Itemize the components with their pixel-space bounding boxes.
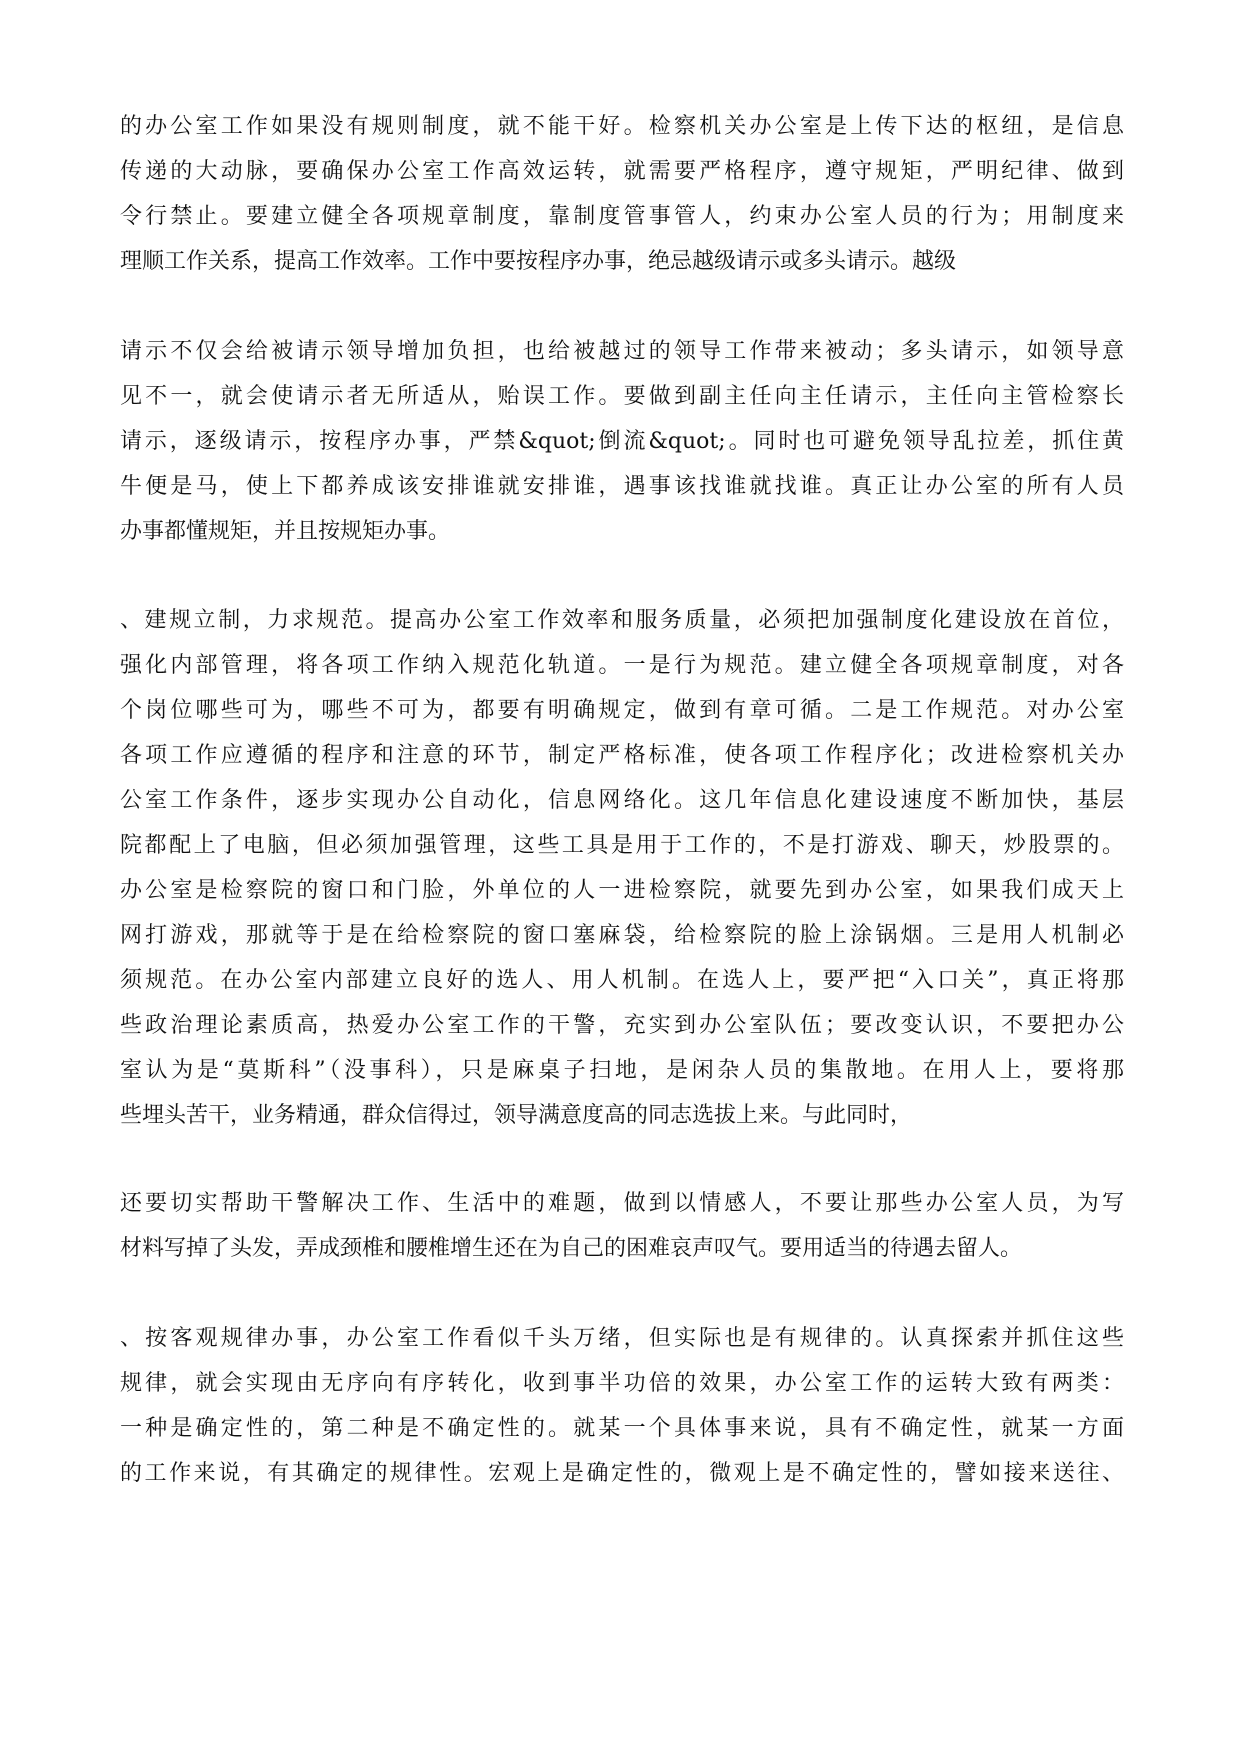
text-line: 规律，就会实现由无序向有序转化，收到事半功倍的效果，办公室工作的运转大致有两类：	[120, 1371, 1124, 1396]
text-line: 传递的大动脉，要确保办公室工作高效运转，就需要严格程序，遵守规矩，严明纪律、做到	[120, 159, 1124, 184]
text-line: 室认为是“莫斯科”（没事科），只是麻桌子扫地，是闲杂人员的集散地。在用人上，要将那	[120, 1058, 1124, 1083]
text-line: 见不一，就会使请示者无所适从，贻误工作。要做到副主任向主任请示，主任向主管检察长	[120, 384, 1124, 409]
text-line: 须规范。在办公室内部建立良好的选人、用人机制。在选人上，要严把“入口关”，真正将那	[120, 968, 1124, 993]
text-line: 一种是确定性的，第二种是不确定性的。就某一个具体事来说，具有不确定性，就某一方面	[120, 1416, 1124, 1441]
text-line: 、按客观规律办事，办公室工作看似千头万绪，但实际也是有规律的。认真探索并抓住这些	[120, 1326, 1124, 1351]
paragraph-1	[120, 104, 1124, 284]
paragraph-4	[120, 1181, 1124, 1271]
text-line: 些埋头苦干，业务精通，群众信得过，领导满意度高的同志选拔上来。与此同时，	[120, 1103, 913, 1128]
paragraph-5	[120, 1316, 1124, 1496]
text-line: 材料写掉了头发，弄成颈椎和腰椎增生还在为自己的困难哀声叹气。要用适当的待遇去留人。	[120, 1236, 1023, 1261]
text-line: 还要切实帮助干警解决工作、生活中的难题，做到以情感人，不要让那些办公室人员，为写	[120, 1191, 1124, 1216]
text-line: 请示不仅会给被请示领导增加负担，也给被越过的领导工作带来被动；多头请示，如领导意	[120, 339, 1124, 364]
text-line: 些政治理论素质高，热爱办公室工作的干警，充实到办公室队伍；要改变认识，不要把办公	[120, 1013, 1124, 1038]
text-line: 请示，逐级请示，按程序办事，严禁&quot;倒流&quot;。同时也可避免领导乱拉差，抓住黄	[120, 429, 1124, 454]
text-line: 的工作来说，有其确定的规律性。宏观上是确定性的，微观上是不确定性的，譬如接来送往、	[120, 1461, 1124, 1486]
text-line: 各项工作应遵循的程序和注意的环节，制定严格标准，使各项工作程序化；改进检察机关办	[120, 743, 1124, 768]
paragraph-3	[120, 598, 1124, 1138]
text-line: 办事都懂规矩，并且按规矩办事。	[120, 519, 451, 544]
text-line: 令行禁止。要建立健全各项规章制度，靠制度管事管人，约束办公室人员的行为；用制度来	[120, 204, 1124, 229]
text-line: 牛便是马，使上下都养成该安排谁就安排谁，遇事该找谁就找谁。真正让办公室的所有人员	[120, 474, 1124, 499]
text-line: 理顺工作关系，提高工作效率。工作中要按程序办事，绝忌越级请示或多头请示。越级	[120, 249, 957, 274]
text-line: 公室工作条件，逐步实现办公自动化，信息网络化。这几年信息化建设速度不断加快，基层	[120, 788, 1124, 813]
text-line: 院都配上了电脑，但必须加强管理，这些工具是用于工作的，不是打游戏、聊天，炒股票的。	[120, 833, 1124, 858]
text-line: 强化内部管理，将各项工作纳入规范化轨道。一是行为规范。建立健全各项规章制度，对各	[120, 653, 1124, 678]
text-line: 办公室是检察院的窗口和门脸，外单位的人一进检察院，就要先到办公室，如果我们成天上	[120, 878, 1124, 903]
text-line: 的办公室工作如果没有规则制度，就不能干好。检察机关办公室是上传下达的枢纽，是信息	[120, 114, 1124, 139]
paragraph-2	[120, 329, 1124, 554]
text-line: 网打游戏，那就等于是在给检察院的窗口塞麻袋，给检察院的脸上涂锅烟。三是用人机制必	[120, 923, 1124, 948]
text-line: 个岗位哪些可为，哪些不可为，都要有明确规定，做到有章可循。二是工作规范。对办公室	[120, 698, 1124, 723]
text-line: 、建规立制，力求规范。提高办公室工作效率和服务质量，必须把加强制度化建设放在首位，	[120, 608, 1124, 633]
